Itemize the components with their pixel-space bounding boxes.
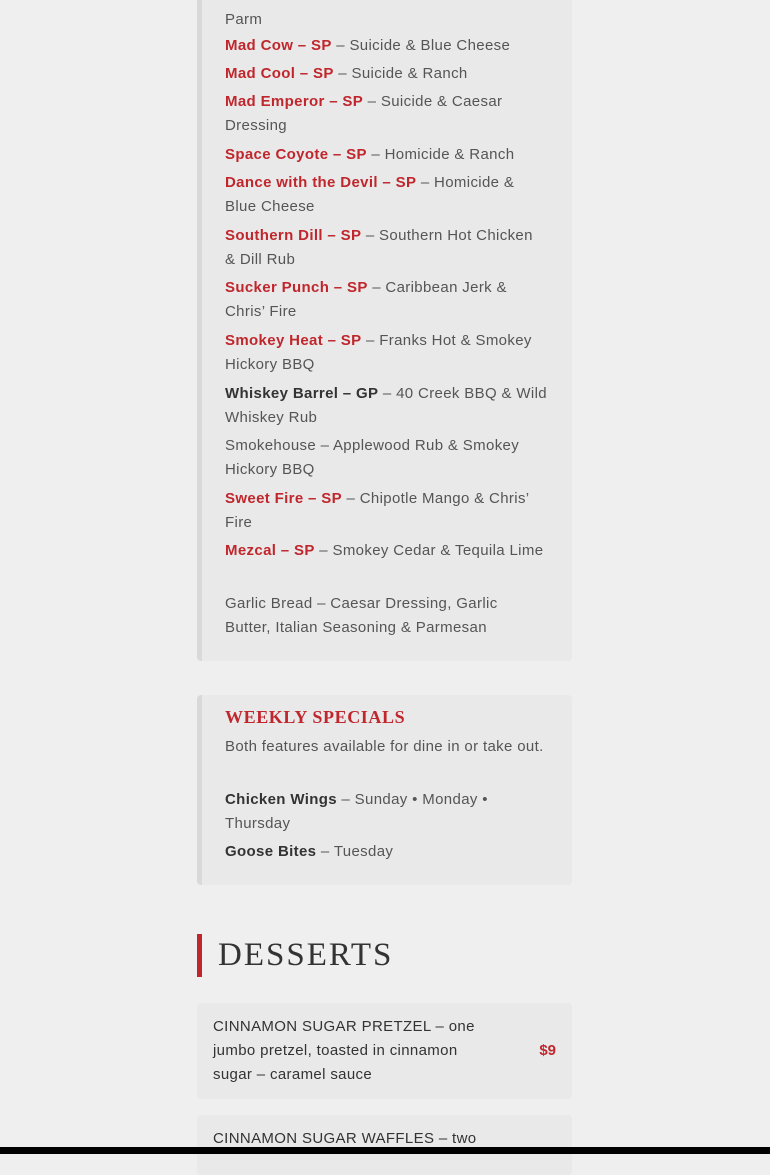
- sauce-item: [225, 329, 547, 377]
- sauce-desc: Parm: [225, 11, 263, 28]
- desserts-heading: [197, 934, 393, 977]
- sauce-desc: – Franks Hot & Smokey Hickory BBQ: [225, 332, 532, 373]
- sauce-desc: – Suicide & Blue Cheese: [331, 37, 511, 54]
- weekly-item-name: Chicken Wings: [225, 791, 337, 808]
- dessert-item: [197, 1115, 572, 1175]
- weekly-item: [225, 788, 547, 836]
- sauce-name: Mad Emperor – SP: [225, 93, 364, 110]
- bottom-bar: [0, 1147, 770, 1154]
- weekly-item-name: Goose Bites: [225, 843, 317, 860]
- sauce-desc: Smokehouse – Applewood Rub & Smokey Hickory BBQ: [225, 437, 520, 478]
- sauce-name: Southern Dill – SP: [225, 227, 362, 244]
- sauce-desc: – Homicide & Blue Cheese: [225, 174, 515, 215]
- weekly-item-desc: – Sunday • Monday • Thursday: [225, 791, 488, 832]
- sauce-name: Smokey Heat – SP: [225, 332, 362, 349]
- sauce-item: [225, 90, 547, 138]
- sauce-item: [225, 276, 547, 324]
- sauce-name: Sucker Punch – SP: [225, 279, 368, 296]
- dessert-price: $9: [539, 1042, 556, 1059]
- sauce-desc: – Southern Hot Chicken & Dill Rub: [225, 227, 533, 268]
- weekly-item-desc: – Tuesday: [316, 843, 394, 860]
- sauce-desc: – Smokey Cedar & Tequila Lime: [314, 542, 544, 559]
- sauce-item: [225, 143, 547, 167]
- sauce-desc: – Suicide & Ranch: [333, 65, 468, 82]
- sauce-desc: – Chipotle Mango & Chris’ Fire: [225, 490, 529, 531]
- weekly-specials-title: WEEKLY SPECIALS: [225, 707, 406, 727]
- sauce-item: [225, 539, 547, 563]
- dessert-item: [197, 1003, 572, 1099]
- dessert-description: CINNAMON SUGAR PRETZEL – one jumbo pretzel, toasted in cinnamon sugar – caramel sauce: [213, 1018, 475, 1083]
- sauce-item: [225, 224, 547, 272]
- sauce-item: [225, 382, 547, 430]
- sauce-item: [225, 62, 547, 86]
- sauce-name: Sweet Fire – SP: [225, 490, 342, 507]
- sauce-item: [225, 8, 547, 32]
- sauce-item: [225, 171, 547, 219]
- sauce-item: [225, 34, 547, 58]
- sauce-item: [225, 592, 547, 640]
- sauce-name: Space Coyote – SP: [225, 146, 367, 163]
- sauce-desc: – Caribbean Jerk & Chris’ Fire: [225, 279, 507, 320]
- weekly-specials-card: [197, 695, 572, 885]
- desserts-title: DESSERTS: [218, 937, 394, 973]
- sauce-desc: Garlic Bread – Caesar Dressing, Garlic Butter, Italian Seasoning & Parmesan: [225, 595, 498, 636]
- sauce-item: [225, 434, 547, 482]
- sauce-name: Mad Cow – SP: [225, 37, 332, 54]
- weekly-intro-text: Both features available for dine in or take out.: [225, 738, 544, 755]
- sauce-item: [225, 487, 547, 535]
- sauce-desc: – Suicide & Caesar Dressing: [225, 93, 503, 134]
- sauce-list-card: [197, 0, 572, 661]
- weekly-item: [225, 840, 547, 864]
- sauce-desc: – Homicide & Ranch: [366, 146, 515, 163]
- sauce-name: Mad Cool – SP: [225, 65, 334, 82]
- sauce-name: Mezcal – SP: [225, 542, 315, 559]
- weekly-intro: [225, 735, 547, 759]
- sauce-name: Whiskey Barrel – GP: [225, 385, 379, 402]
- dessert-description: CINNAMON SUGAR WAFFLES – two: [213, 1130, 477, 1147]
- sauce-desc: – 40 Creek BBQ & Wild Whiskey Rub: [225, 385, 547, 426]
- sauce-name: Dance with the Devil – SP: [225, 174, 417, 191]
